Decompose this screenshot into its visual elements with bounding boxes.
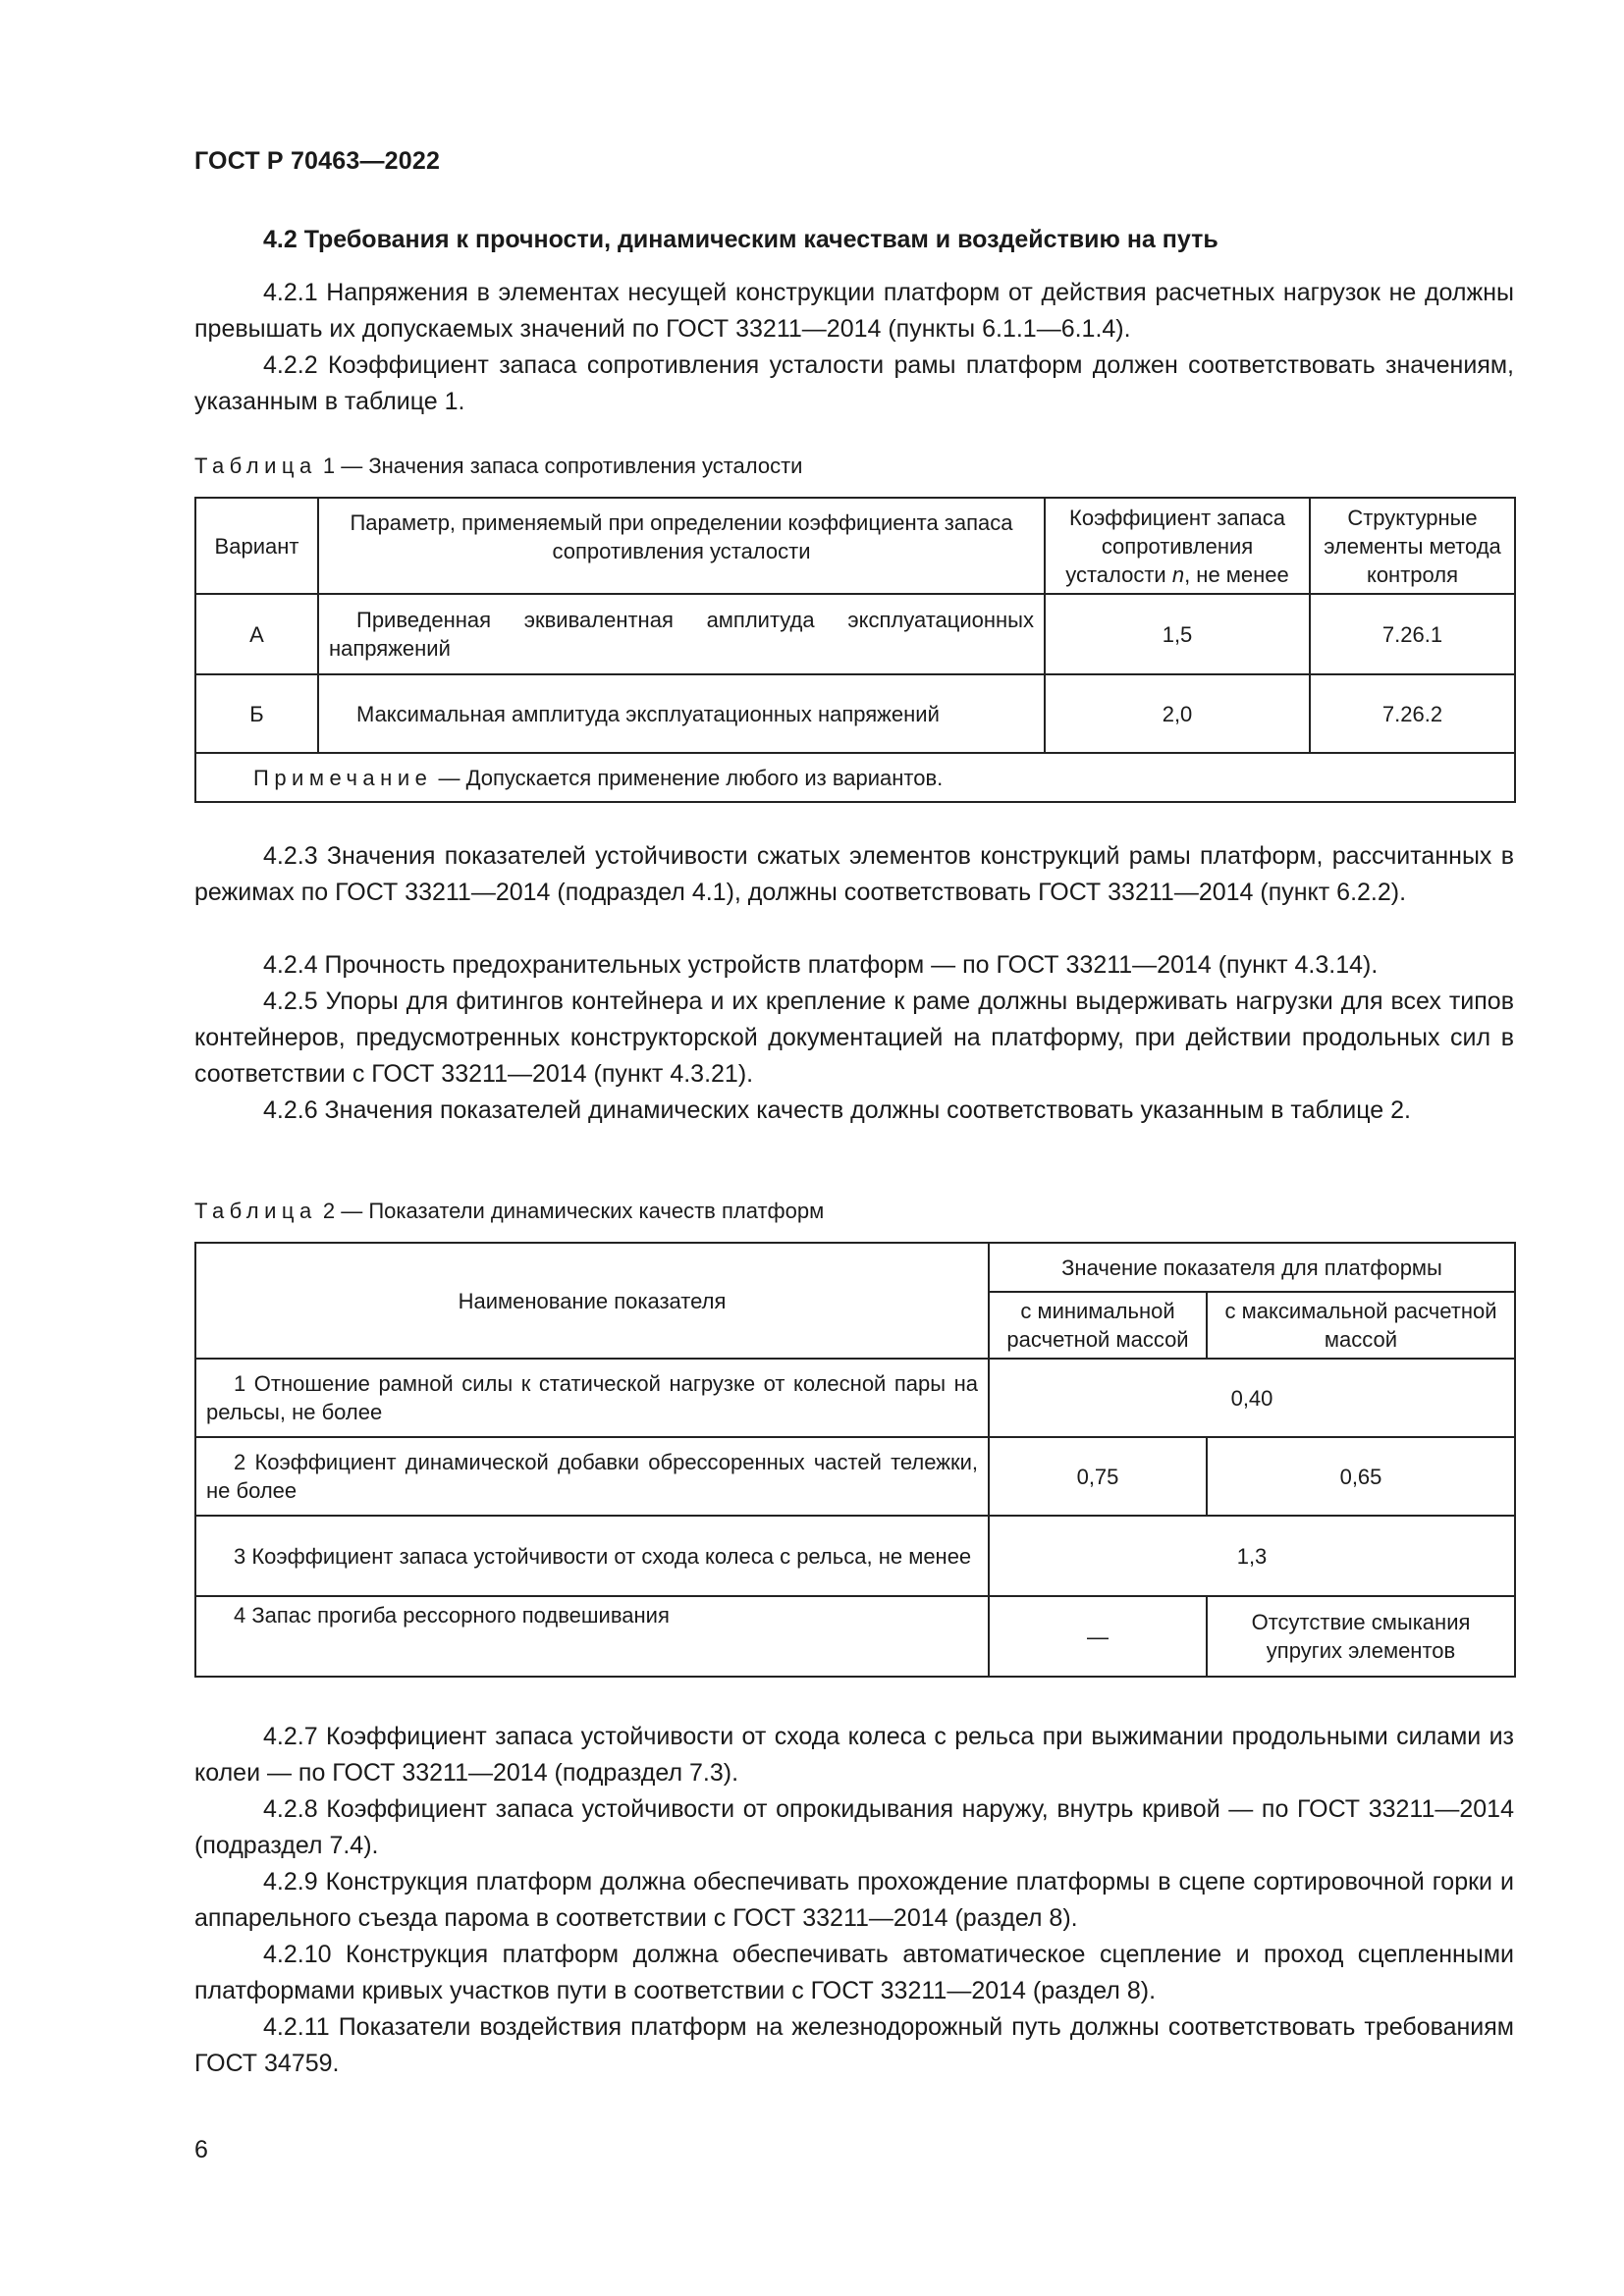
document-code: ГОСТ Р 70463—2022 <box>194 147 441 175</box>
coef-text-2: , не менее <box>1184 561 1289 587</box>
paragraph-4-2-3: 4.2.3 Значения показателей устойчивости сжатых элементов конструкций рамы платформ, рассчитанных в режимах по ГОСТ 33211—2014 (подраздел 4.1), должны соответствовать ГОСТ 33211—2014 (пункт 6.2.2). <box>194 842 1514 906</box>
table2-cell-name: 2 Коэффициент динамической добавки обрессоренных частей тележки, не более <box>195 1437 989 1516</box>
table2-header-max-mass: с максимальной расчетной массой <box>1207 1292 1515 1359</box>
paragraph-4-2-9: 4.2.9 Конструкция платформ должна обеспечивать прохождение платформы в сцепе сортировочной горки и аппарельного съезда парома в соответствии с ГОСТ 33211—2014 (раздел 8). <box>194 1868 1514 1932</box>
table-row <box>195 594 1515 674</box>
table1-caption <box>194 454 802 479</box>
table2-cell-min: — <box>989 1596 1207 1677</box>
table2-cell-max: 0,65 <box>1207 1437 1515 1516</box>
table1-header-row <box>195 498 1515 594</box>
table-fatigue-resistance <box>194 497 1516 803</box>
paragraph-4-2-1: 4.2.1 Напряжения в элементах несущей конструкции платформ от действия расчетных нагрузок не должны превышать их допускаемых значений по ГОСТ 33211—2014 (пункты 6.1.1—6.1.4). <box>194 279 1514 343</box>
paragraph-4-2-10: 4.2.10 Конструкция платформ должна обеспечивать автоматическое сцепление и проход сцепленными платформами кривых участков пути в соответствии с ГОСТ 33211—2014 (раздел 8). <box>194 1941 1514 2004</box>
table1-cell-elements: 7.26.2 <box>1310 674 1515 753</box>
table1-note-row <box>195 753 1515 802</box>
table-row <box>195 1437 1515 1516</box>
paragraph-4-2-11: 4.2.11 Показатели воздействия платформ на железнодорожный путь должны соответствовать требованиям ГОСТ 34759. <box>194 2013 1514 2077</box>
paragraph-4-2-2: 4.2.2 Коэффициент запаса сопротивления усталости рамы платформ должен соответствовать значениям, указанным в таблице 1. <box>194 351 1514 415</box>
table2-cell-value: 0,40 <box>989 1359 1515 1437</box>
table-row <box>195 1596 1515 1677</box>
table2-cell-value: 1,3 <box>989 1516 1515 1596</box>
table1-cell-parameter: Приведенная эквивалентная амплитуда эксплуатационных напряжений <box>318 594 1045 674</box>
table2-header-min-mass: с минимальной расчетной массой <box>989 1292 1207 1359</box>
note-text: — Допускается применение любого из вариантов. <box>432 765 944 790</box>
table1-cell-parameter: Максимальная амплитуда эксплуатационных напряжений <box>318 674 1045 753</box>
paragraph-4-2-7: 4.2.7 Коэффициент запаса устойчивости от схода колеса с рельса при выжимании продольными силами из колеи — по ГОСТ 33211—2014 (подраздел 7.3). <box>194 1723 1514 1787</box>
table1-caption-text: 1 — Значения запаса сопротивления усталости <box>316 454 803 478</box>
paragraph-4-2-6: 4.2.6 Значения показателей динамических качеств должны соответствовать указанным в таблице 2. <box>263 1096 1411 1124</box>
table2-caption <box>194 1199 824 1224</box>
table-row <box>195 674 1515 753</box>
paragraph-4-2-8: 4.2.8 Коэффициент запаса устойчивости от опрокидывания наружу, внутрь кривой — по ГОСТ 33211—2014 (подраздел 7.4). <box>194 1795 1514 1859</box>
table2-cell-min: 0,75 <box>989 1437 1207 1516</box>
table2-header-name: Наименование показателя <box>195 1243 989 1359</box>
table1-cell-coefficient: 2,0 <box>1045 674 1310 753</box>
table-row <box>195 1359 1515 1437</box>
table2-cell-name: 4 Запас прогиба рессорного подвешивания <box>195 1596 989 1677</box>
table1-note <box>195 753 1515 802</box>
coef-text-1: Коэффициент запаса сопротивления усталости <box>1065 505 1285 587</box>
table1-cell-coefficient: 1,5 <box>1045 594 1310 674</box>
table2-caption-text: 2 — Показатели динамических качеств платформ <box>316 1199 825 1223</box>
table2-cell-name: 3 Коэффициент запаса устойчивости от схода колеса с рельса, не менее <box>195 1516 989 1596</box>
paragraph-4-2-4: 4.2.4 Прочность предохранительных устройств платформ — по ГОСТ 33211—2014 (пункт 4.3.14). <box>263 951 1379 979</box>
table1-header-coefficient <box>1045 498 1310 594</box>
table2-cell-max: Отсутствие смыкания упругих элементов <box>1207 1596 1515 1677</box>
table2-header-row <box>195 1243 1515 1292</box>
table-row <box>195 1516 1515 1596</box>
section-title: 4.2 Требования к прочности, динамическим качествам и воздействию на путь <box>263 226 1218 253</box>
table1-header-elements: Структурные элементы метода контроля <box>1310 498 1515 594</box>
table1-caption-word: Таблица <box>194 454 317 478</box>
page-number: 6 <box>194 2136 208 2163</box>
table-dynamic-qualities <box>194 1242 1516 1678</box>
table1-cell-variant: А <box>195 594 318 674</box>
note-word: Примечание <box>253 765 433 790</box>
table1-header-variant: Вариант <box>195 498 318 594</box>
table2-header-value-group: Значение показателя для платформы <box>989 1243 1515 1292</box>
paragraph-4-2-5: 4.2.5 Упоры для фитингов контейнера и их крепление к раме должны выдерживать нагрузки для всех типов контейнеров, предусмотренных конструкторской документацией на платформу, при действии продольных сил в соответствии с ГОСТ 33211—2014 (пункт 4.3.21). <box>194 988 1514 1088</box>
table1-cell-elements: 7.26.1 <box>1310 594 1515 674</box>
table1-cell-variant: Б <box>195 674 318 753</box>
table2-cell-name: 1 Отношение рамной силы к статической нагрузке от колесной пары на рельсы, не более <box>195 1359 989 1437</box>
table1-header-parameter: Параметр, применяемый при определении коэффициента запаса сопротивления усталости <box>318 498 1045 594</box>
table2-caption-word: Таблица <box>194 1199 317 1223</box>
coef-symbol: n <box>1171 561 1185 587</box>
